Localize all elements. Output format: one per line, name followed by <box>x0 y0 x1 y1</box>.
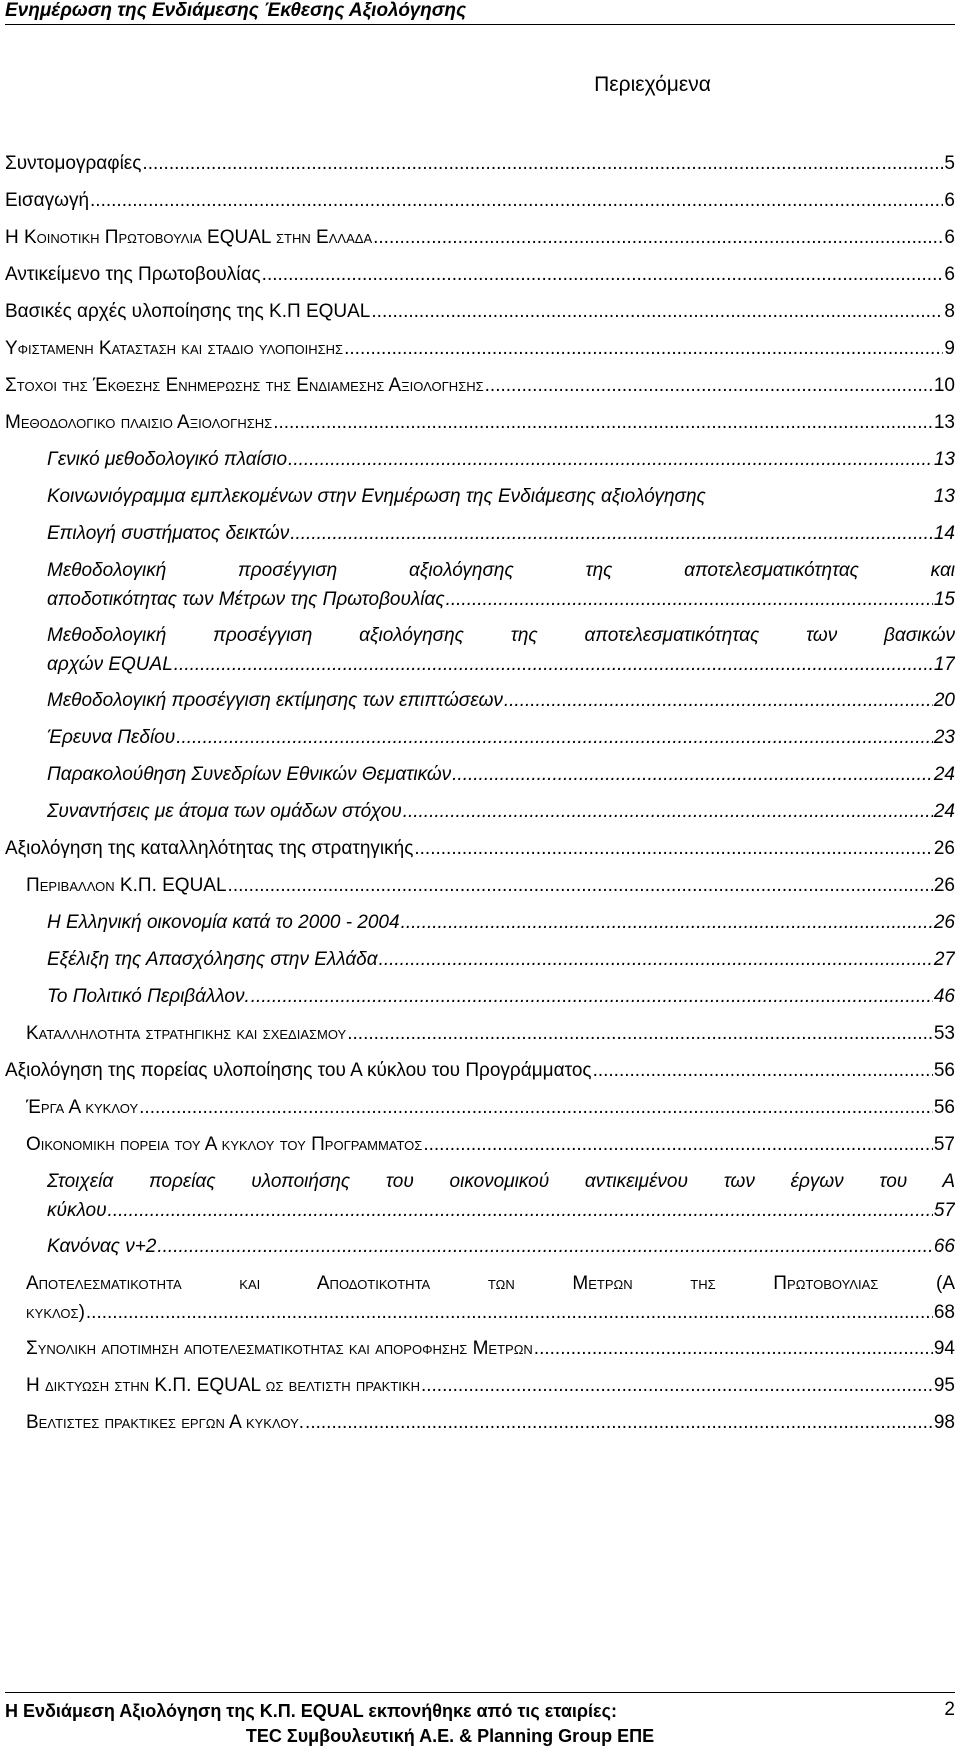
toc-page-number: 66 <box>933 1236 955 1257</box>
toc-page-number: 57 <box>933 1200 955 1221</box>
toc-entry[interactable]: Συνολικη αποτιμηση αποτελεσματικοτητας και αποροφησης Μετρων ..... 94 <box>26 1334 955 1364</box>
toc-page-number: 14 <box>933 523 955 544</box>
toc-page-number: 56 <box>933 1060 955 1081</box>
toc-entry[interactable]: Έρευνα Πεδίου ..... 23 <box>47 723 955 753</box>
toc-page-number: 6 <box>944 227 955 248</box>
toc-page-number: 57 <box>933 1134 955 1155</box>
toc-entry[interactable]: Κανόνας ν+2 ..... 66 <box>47 1232 955 1262</box>
toc-entry[interactable]: Βελτιστες πρακτικες εργων Α κυκλου. ..... 98 <box>26 1408 955 1438</box>
toc-page-number: 94 <box>933 1338 955 1359</box>
toc-page-number: 10 <box>933 375 955 396</box>
toc-entry[interactable]: Κοινωνιόγραμμα εμπλεκομένων στην Ενημέρωση της Ενδιάμεσης αξιολόγησης 13 <box>47 482 955 512</box>
toc-entry[interactable]: Επιλογή συστήματος δεικτών ..... 14 <box>47 519 955 549</box>
footer-credit-line: Η Ενδιάμεση Αξιολόγηση της Κ.Π. EQUAL εκπονήθηκε από τις εταιρίες: <box>5 1701 617 1721</box>
toc-entry[interactable]: Υφισταμενη Κατασταση και σταδιο υλοποιησης ..... 9 <box>5 334 955 364</box>
toc-entry[interactable]: Μεθοδολογικο πλαισιο Αξιολογησης ..... 13 <box>5 408 955 438</box>
toc-entry[interactable]: Παρακολούθηση Συνεδρίων Εθνικών Θεματικών ..... 24 <box>47 760 955 790</box>
toc-entry[interactable]: Εξέλιξη της Απασχόλησης στην Ελλάδα ..... 27 <box>47 945 955 975</box>
toc-entry[interactable]: αποδοτικότητας των Μέτρων της Πρωτοβουλίας ..... 15 <box>47 585 955 615</box>
toc-entry[interactable]: Αντικείμενο της Πρωτοβουλίας ..... 6 <box>5 260 955 290</box>
toc-entry[interactable]: Γενικό μεθοδολογικό πλαίσιο ..... 13 <box>47 445 955 475</box>
toc-page-number: 98 <box>933 1412 955 1433</box>
toc-entry[interactable]: Έργα Α κυκλου ..... 56 <box>26 1093 955 1123</box>
toc-entry[interactable]: Καταλληλοτητα στρατηγικης και σχεδιασμου ..... 53 <box>26 1019 955 1049</box>
toc-entry-first-line[interactable]: Μεθοδολογική προσέγγιση αξιολόγησης της αποτελεσματικότητας των βασικών <box>47 625 955 646</box>
toc-page-number: 26 <box>933 912 955 933</box>
page-footer <box>5 1692 955 1753</box>
toc-page-number: 6 <box>944 190 955 211</box>
toc-entry[interactable]: κυκλος) ..... 68 <box>26 1298 955 1328</box>
page-number: 2 <box>944 1699 955 1720</box>
toc-page-number: 95 <box>933 1375 955 1396</box>
toc-entry[interactable]: Βασικές αρχές υλοποίησης της Κ.Π EQUAL ..... 8 <box>5 297 955 327</box>
toc-page-number: 17 <box>933 654 955 675</box>
toc-page-number: 24 <box>933 801 955 822</box>
toc-page-number: 15 <box>933 589 955 610</box>
toc-entry[interactable]: Συναντήσεις με άτομα των ομάδων στόχου ..... 24 <box>47 797 955 827</box>
toc-entry-first-line[interactable]: Στοιχεία πορείας υλοποιήσης του οικονομικού αντικειμένου των έργων του Α <box>47 1171 955 1192</box>
toc-page-number: 6 <box>944 264 955 285</box>
running-header-title: Ενημέρωση της Ενδιάμεσης Έκθεσης Αξιολόγησης <box>5 0 467 21</box>
toc-page-number: 23 <box>933 727 955 748</box>
toc-entry[interactable]: Περιβαλλον Κ.Π. EQUAL ..... 26 <box>26 871 955 901</box>
toc-entry[interactable]: Το Πολιτικό Περιβάλλον. ..... 46 <box>47 982 955 1012</box>
toc-page-number: 13 <box>933 412 955 433</box>
toc-entry[interactable]: Αξιολόγηση της καταλληλότητας της στρατηγικής ..... 26 <box>5 834 955 864</box>
toc-entry[interactable]: κύκλου ..... 57 <box>47 1196 955 1226</box>
toc-entry-first-line[interactable]: Μεθοδολογική προσέγγιση αξιολόγησης της αποτελεσματικότητας και <box>47 560 955 581</box>
toc-page-number: 9 <box>944 338 955 359</box>
toc-page-number: 13 <box>933 449 955 470</box>
toc-entry[interactable]: Η Ελληνική οικονομία κατά το 2000 - 2004 ..... 26 <box>47 908 955 938</box>
toc-page-number: 46 <box>933 986 955 1007</box>
toc-page-number: 24 <box>933 764 955 785</box>
toc-page-number: 53 <box>933 1023 955 1044</box>
toc-heading: Περιεχόμενα <box>594 73 711 96</box>
toc-page-number: 20 <box>933 690 955 711</box>
toc-page-number: 56 <box>933 1097 955 1118</box>
toc-entry[interactable]: Στοχοι της Έκθεσης Ενημερωσης της Ενδιαμεσης Αξιολογησης ..... 10 <box>5 371 955 401</box>
toc-page-number: 27 <box>933 949 955 970</box>
running-header <box>5 0 955 25</box>
toc-entry[interactable]: Μεθοδολογική προσέγγιση εκτίμησης των επιπτώσεων ..... 20 <box>47 686 955 716</box>
toc-page-number: 5 <box>944 153 955 174</box>
toc-page-number: 26 <box>933 875 955 896</box>
toc-page-number: 68 <box>933 1302 955 1323</box>
toc-page-number: 26 <box>933 838 955 859</box>
toc-entry[interactable]: Αξιολόγηση της πορείας υλοποίησης του Α κύκλου του Προγράμματος ..... 56 <box>5 1056 955 1086</box>
toc-entry[interactable]: Συντομογραφίες ..... 5 <box>5 149 955 179</box>
toc-entry[interactable]: Η Κοινοτικη Πρωτοβουλια EQUAL στην Ελλαδα ..... 6 <box>5 223 955 253</box>
toc-entry[interactable]: αρχών EQUAL ..... 17 <box>47 650 955 680</box>
footer-companies-line: TEC Συμβουλευτική Α.Ε. & Planning Group ΕΠΕ <box>245 1726 655 1746</box>
toc-entry-first-line[interactable]: Αποτελεσματικοτητα και Αποδοτικοτητα των Μετρων της Πρωτοβουλιας (Α <box>26 1273 955 1294</box>
toc-entry[interactable]: Η δικτυωση στην Κ.Π. EQUAL ως βελτιστη πρακτικη ..... 95 <box>26 1371 955 1401</box>
toc-entry[interactable]: Εισαγωγή ..... 6 <box>5 186 955 216</box>
toc-page-number: 13 <box>933 486 955 507</box>
toc-page-number: 8 <box>944 301 955 322</box>
toc-entry[interactable]: Οικονομικη πορεια του Α κυκλου του Προγραμματος ..... 57 <box>26 1130 955 1160</box>
